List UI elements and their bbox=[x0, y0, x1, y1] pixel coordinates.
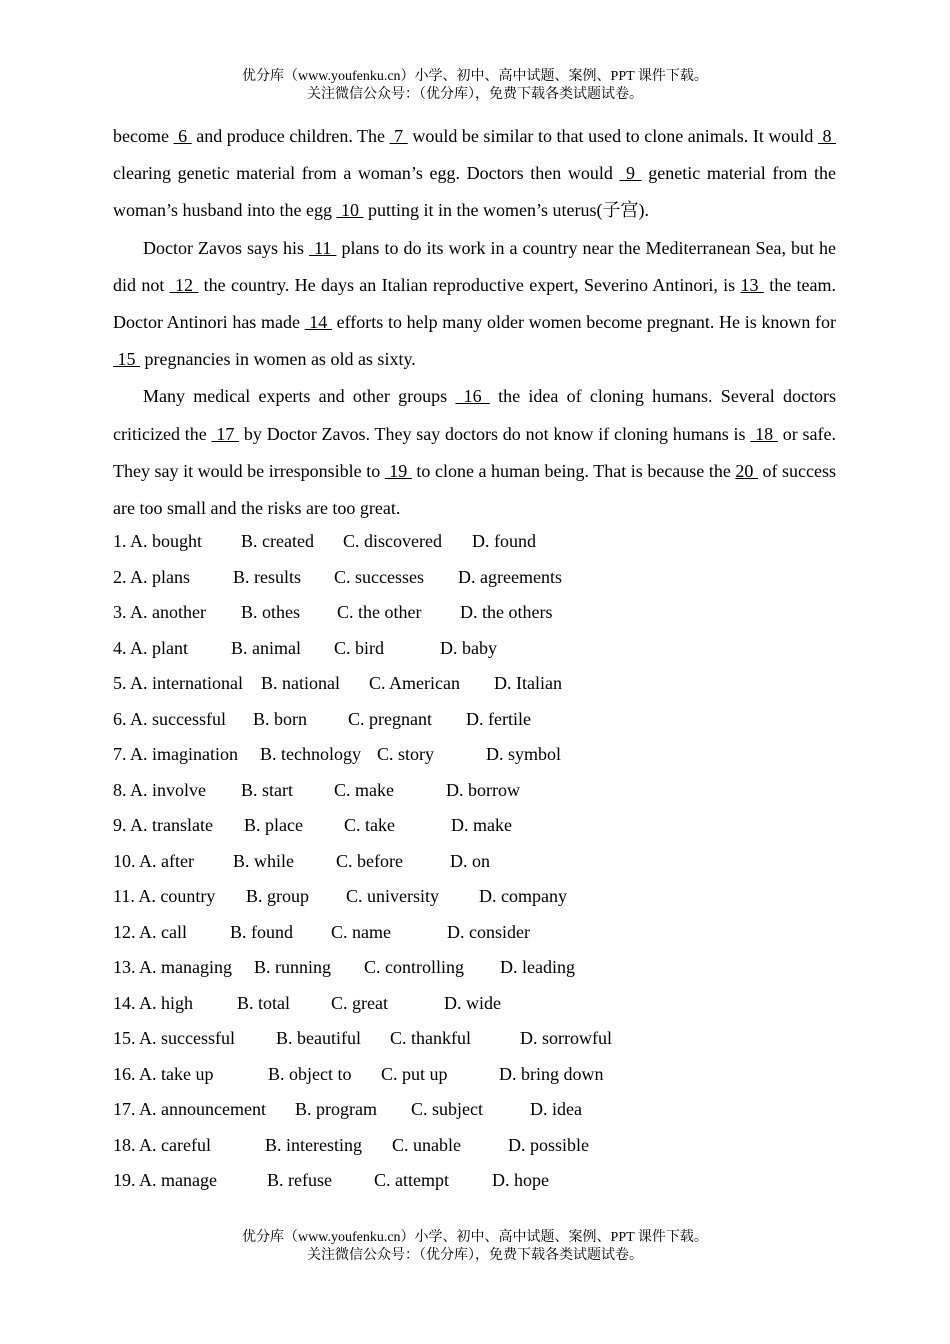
page-header bbox=[0, 68, 950, 104]
question-10-option-c: C. before bbox=[336, 850, 403, 871]
question-8-row bbox=[113, 773, 836, 809]
question-12-option-b: B. found bbox=[230, 921, 293, 942]
question-4-option-d: D. baby bbox=[440, 637, 497, 658]
question-number: 2. bbox=[113, 566, 131, 587]
question-16-option-a bbox=[113, 1057, 214, 1093]
question-number: 11. bbox=[113, 886, 139, 906]
question-16-option-b: B. object to bbox=[268, 1063, 352, 1084]
question-14-option-a bbox=[113, 986, 193, 1022]
question-5-option-d: D. Italian bbox=[494, 673, 562, 693]
question-6-option-b: B. born bbox=[253, 708, 307, 729]
option-text: A. another bbox=[130, 602, 206, 622]
question-number: 15. bbox=[113, 1028, 140, 1048]
question-9-option-d: D. make bbox=[451, 815, 512, 835]
question-8-option-a bbox=[113, 773, 206, 809]
question-16-option-d: D. bring down bbox=[499, 1063, 604, 1084]
question-4-option-a bbox=[113, 631, 188, 667]
passage-text: genetic material from the woman’s husband into the egg bbox=[113, 163, 837, 221]
question-number: 5. bbox=[113, 673, 131, 693]
question-18-row bbox=[113, 1128, 836, 1164]
question-number: 3. bbox=[113, 602, 131, 622]
question-number: 4. bbox=[113, 637, 131, 658]
question-number: 12. bbox=[113, 921, 140, 942]
question-2-option-b: B. results bbox=[233, 566, 302, 587]
option-text: A. manage bbox=[139, 1170, 217, 1190]
answer-blank: 14 bbox=[304, 312, 332, 333]
question-9-row bbox=[113, 808, 836, 844]
question-11-row bbox=[113, 879, 836, 915]
header-line-1: 优分库（www.youfenku.cn）小学、初中、高中试题、案例、PPT 课件下载。 bbox=[242, 69, 708, 84]
question-1-option-c: C. discovered bbox=[343, 531, 442, 551]
question-5-row bbox=[113, 666, 836, 702]
passage-text: and produce children. The bbox=[191, 126, 390, 146]
cloze-passage bbox=[113, 118, 836, 527]
question-3-option-b: B. othes bbox=[241, 602, 301, 622]
question-7-option-b: B. technology bbox=[260, 744, 361, 764]
question-1-option-d: D. found bbox=[472, 531, 536, 551]
passage-text: plans to do its work in a country near the Mediterranean Sea, but he did not bbox=[113, 237, 836, 295]
question-7-row bbox=[113, 737, 836, 773]
option-text: A. imagination bbox=[130, 744, 238, 764]
question-number: 9. bbox=[113, 815, 131, 835]
question-2-option-a bbox=[113, 560, 190, 596]
answer-blank: 8 bbox=[817, 126, 837, 146]
option-text: A. managing bbox=[139, 957, 232, 977]
question-10-option-d: D. on bbox=[450, 850, 490, 871]
passage-text: efforts to help many older women become pregnant. He is known for bbox=[331, 312, 837, 333]
answer-blank: 12 bbox=[169, 274, 199, 295]
question-options-list bbox=[113, 524, 836, 1199]
question-6-row bbox=[113, 702, 836, 738]
passage-text: the team. Doctor Antinori has made bbox=[113, 274, 836, 333]
question-9-option-b: B. place bbox=[244, 815, 303, 835]
question-10-row bbox=[113, 844, 836, 880]
passage-text: the country. He days an Italian reproductive expert, Severino Antinori, is bbox=[198, 274, 741, 295]
answer-blank: 19 bbox=[384, 460, 412, 481]
question-18-option-d: D. possible bbox=[508, 1134, 589, 1155]
passage-text: would be similar to that used to clone animals. It would bbox=[407, 126, 818, 146]
question-13-option-c: C. controlling bbox=[364, 957, 464, 977]
question-15-option-b: B. beautiful bbox=[276, 1028, 361, 1048]
passage-text: by Doctor Zavos. They say doctors do not know if cloning humans is bbox=[239, 423, 751, 444]
question-19-option-d: D. hope bbox=[492, 1170, 549, 1190]
option-text: A. plans bbox=[130, 566, 191, 587]
option-text: A. plant bbox=[130, 637, 189, 658]
answer-blank: 10 bbox=[336, 200, 364, 221]
question-7-option-a bbox=[113, 737, 238, 773]
question-13-option-a bbox=[113, 950, 232, 986]
question-19-option-c: C. attempt bbox=[374, 1170, 449, 1190]
question-1-option-a bbox=[113, 524, 202, 560]
question-5-option-c: C. American bbox=[369, 673, 460, 693]
question-9-option-a bbox=[113, 808, 213, 844]
question-13-option-b: B. running bbox=[254, 957, 332, 977]
question-4-option-c: C. bird bbox=[334, 637, 385, 658]
passage-paragraph-1 bbox=[113, 118, 836, 230]
question-3-row bbox=[113, 595, 836, 631]
question-5-option-a bbox=[113, 666, 243, 702]
question-15-option-a bbox=[113, 1021, 235, 1057]
answer-blank: 20 bbox=[735, 460, 758, 481]
question-14-option-b: B. total bbox=[237, 992, 290, 1013]
answer-blank: 9 bbox=[619, 163, 642, 184]
question-10-option-b: B. while bbox=[233, 850, 294, 871]
question-10-option-a bbox=[113, 844, 194, 880]
passage-paragraph-3 bbox=[113, 378, 836, 527]
question-7-option-c: C. story bbox=[377, 744, 435, 764]
question-18-option-a bbox=[113, 1128, 211, 1164]
question-18-option-c: C. unable bbox=[392, 1134, 461, 1155]
option-text: A. call bbox=[139, 921, 187, 942]
answer-blank: 7 bbox=[389, 126, 408, 146]
question-number: 14. bbox=[113, 992, 140, 1013]
question-12-option-d: D. consider bbox=[447, 921, 530, 942]
question-17-option-a bbox=[113, 1092, 266, 1128]
question-17-row bbox=[113, 1092, 836, 1128]
question-number: 10. bbox=[113, 850, 140, 871]
option-text: A. bought bbox=[130, 531, 203, 551]
option-text: A. successful bbox=[130, 708, 226, 729]
option-text: A. international bbox=[130, 673, 243, 693]
question-13-option-d: D. leading bbox=[500, 957, 575, 977]
question-11-option-d: D. company bbox=[479, 886, 567, 906]
question-2-option-d: D. agreements bbox=[458, 566, 562, 587]
option-text: A. country bbox=[138, 886, 216, 906]
question-number: 1. bbox=[113, 531, 131, 551]
question-6-option-a bbox=[113, 702, 226, 738]
question-12-option-a bbox=[113, 915, 187, 951]
passage-text: of success are too small and the risks are too great. bbox=[113, 460, 837, 519]
question-2-row bbox=[113, 560, 836, 596]
question-8-option-d: D. borrow bbox=[446, 779, 520, 800]
question-19-option-a bbox=[113, 1163, 217, 1199]
option-text: A. translate bbox=[130, 815, 213, 835]
question-11-option-b: B. group bbox=[246, 886, 309, 906]
question-19-row bbox=[113, 1163, 836, 1199]
question-16-row bbox=[113, 1057, 836, 1093]
option-text: A. involve bbox=[130, 779, 207, 800]
passage-text: clearing genetic material from a woman’s egg. Doctors then would bbox=[113, 163, 620, 184]
question-15-option-c: C. thankful bbox=[390, 1028, 471, 1048]
footer-line-2: 关注微信公众号：（优分库），免费下载各类试题试卷。 bbox=[307, 1248, 643, 1263]
answer-blank: 16 bbox=[455, 386, 490, 407]
question-number: 6. bbox=[113, 708, 131, 729]
question-7-option-d: D. symbol bbox=[486, 744, 562, 764]
answer-blank: 11 bbox=[309, 237, 337, 258]
question-12-option-c: C. name bbox=[331, 921, 391, 942]
passage-text: become bbox=[113, 126, 174, 146]
question-6-option-d: D. fertile bbox=[466, 708, 531, 729]
question-3-option-a bbox=[113, 595, 206, 631]
question-number: 18. bbox=[113, 1134, 140, 1155]
question-13-row bbox=[113, 950, 836, 986]
option-text: A. after bbox=[139, 850, 194, 871]
question-1-option-b: B. created bbox=[241, 531, 314, 551]
question-3-option-d: D. the others bbox=[460, 602, 553, 622]
passage-text: putting it in the women’s uterus(子宫). bbox=[363, 200, 649, 221]
question-number: 19. bbox=[113, 1170, 140, 1190]
answer-blank: 17 bbox=[211, 423, 240, 444]
option-text: A. careful bbox=[139, 1134, 211, 1155]
question-number: 16. bbox=[113, 1063, 140, 1084]
question-3-option-c: C. the other bbox=[337, 602, 422, 622]
question-19-option-b: B. refuse bbox=[267, 1170, 332, 1190]
question-4-option-b: B. animal bbox=[231, 637, 301, 658]
option-text: A. announcement bbox=[139, 1099, 266, 1119]
question-number: 17. bbox=[113, 1099, 140, 1119]
question-4-row bbox=[113, 631, 836, 667]
question-18-option-b: B. interesting bbox=[265, 1134, 362, 1155]
page-footer bbox=[0, 1229, 950, 1265]
question-17-option-c: C. subject bbox=[411, 1099, 483, 1119]
passage-text: the idea of cloning humans. Several doctors criticized the bbox=[113, 386, 837, 444]
answer-blank: 15 bbox=[113, 349, 140, 370]
passage-text: or safe. They say it would be irresponsible to bbox=[113, 423, 837, 481]
question-number: 7. bbox=[113, 744, 131, 764]
option-text: A. take up bbox=[139, 1063, 214, 1084]
option-text: A. high bbox=[139, 992, 194, 1013]
question-11-option-c: C. university bbox=[346, 886, 439, 906]
option-text: A. successful bbox=[139, 1028, 235, 1048]
question-1-row bbox=[113, 524, 836, 560]
question-number: 13. bbox=[113, 957, 140, 977]
question-17-option-d: D. idea bbox=[530, 1099, 582, 1119]
question-12-row bbox=[113, 915, 836, 951]
question-8-option-c: C. make bbox=[334, 779, 394, 800]
footer-line-1: 优分库（www.youfenku.cn）小学、初中、高中试题、案例、PPT 课件下载。 bbox=[242, 1230, 708, 1245]
question-2-option-c: C. successes bbox=[334, 566, 424, 587]
question-14-option-c: C. great bbox=[331, 992, 388, 1013]
question-8-option-b: B. start bbox=[241, 779, 293, 800]
question-6-option-c: C. pregnant bbox=[348, 708, 432, 729]
passage-text: Doctor Zavos says his bbox=[143, 237, 310, 258]
answer-blank: 6 bbox=[173, 126, 192, 146]
question-number: 8. bbox=[113, 779, 131, 800]
passage-text: Many medical experts and other groups bbox=[143, 386, 456, 407]
passage-text: to clone a human being. That is because the bbox=[411, 460, 736, 481]
header-line-2: 关注微信公众号：（优分库），免费下载各类试题试卷。 bbox=[307, 87, 643, 102]
question-9-option-c: C. take bbox=[344, 815, 395, 835]
question-15-row bbox=[113, 1021, 836, 1057]
question-16-option-c: C. put up bbox=[381, 1063, 448, 1084]
passage-paragraph-2 bbox=[113, 230, 836, 379]
question-15-option-d: D. sorrowful bbox=[520, 1028, 612, 1048]
question-17-option-b: B. program bbox=[295, 1099, 377, 1119]
question-14-option-d: D. wide bbox=[444, 992, 501, 1013]
question-11-option-a bbox=[113, 879, 215, 915]
question-14-row bbox=[113, 986, 836, 1022]
passage-text: pregnancies in women as old as sixty. bbox=[140, 349, 416, 370]
answer-blank: 18 bbox=[750, 423, 778, 444]
answer-blank: 13 bbox=[740, 274, 764, 295]
question-5-option-b: B. national bbox=[261, 673, 340, 693]
